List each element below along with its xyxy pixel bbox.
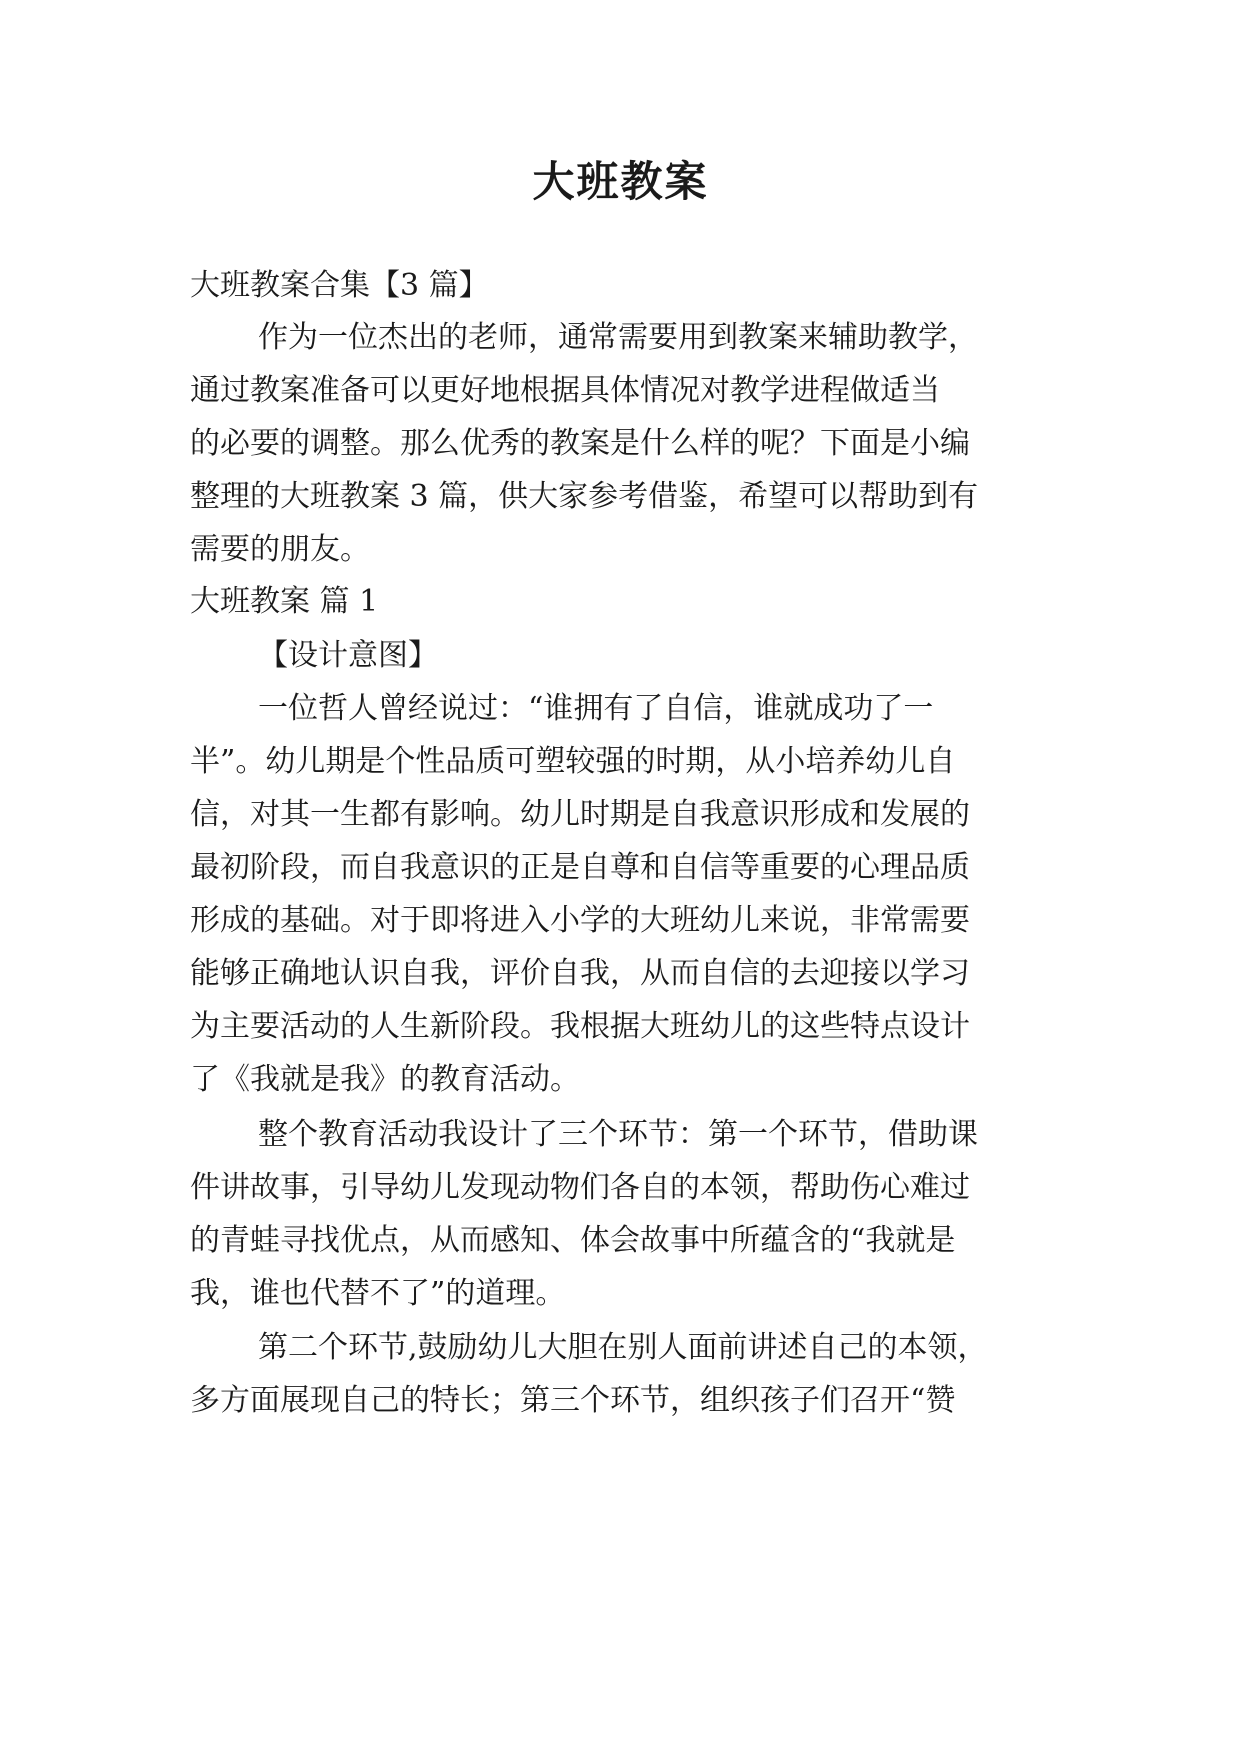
- intro-line: 整理的大班教案 3 篇，供大家参考借鉴，希望可以帮助到有: [190, 479, 979, 514]
- paragraph-line: 了《我就是我》的教育活动。: [190, 1062, 580, 1097]
- design-intent-heading: 【设计意图】: [258, 638, 438, 673]
- paragraph-line: 的青蛙寻找优点，从而感知、体会故事中所蕴含的“我就是: [190, 1223, 956, 1258]
- intro-line: 的必要的调整。那么优秀的教案是什么样的呢？下面是小编: [190, 426, 970, 461]
- paragraph-line: 整个教育活动我设计了三个环节：第一个环节，借助课: [258, 1117, 978, 1152]
- intro-line: 作为一位杰出的老师，通常需要用到教案来辅助教学，: [258, 320, 978, 355]
- paragraph-line: 最初阶段，而自我意识的正是自尊和自信等重要的心理品质: [190, 850, 970, 885]
- paragraph-line: 信，对其一生都有影响。幼儿时期是自我意识形成和发展的: [190, 797, 970, 832]
- paragraph-line: 多方面展现自己的特长；第三个环节，组织孩子们召开“赞: [190, 1383, 956, 1418]
- section-heading: 大班教案 篇 1: [190, 584, 379, 619]
- intro-line: 通过教案准备可以更好地根据具体情况对教学进程做适当: [190, 373, 940, 408]
- paragraph-line: 我，谁也代替不了”的道理。: [190, 1276, 566, 1311]
- paragraph-line: 能够正确地认识自我，评价自我，从而自信的去迎接以学习: [190, 956, 970, 991]
- paragraph-line: 为主要活动的人生新阶段。我根据大班幼儿的这些特点设计: [190, 1009, 970, 1044]
- intro-line: 需要的朋友。: [190, 532, 370, 567]
- paragraph-line: 件讲故事，引导幼儿发现动物们各自的本领，帮助伤心难过: [190, 1170, 970, 1205]
- paragraph-line: 第二个环节,鼓励幼儿大胆在别人面前讲述自己的本领，: [258, 1330, 988, 1365]
- paragraph-line: 形成的基础。对于即将进入小学的大班幼儿来说，非常需要: [190, 903, 970, 938]
- collection-heading: 大班教案合集【3 篇】: [190, 268, 489, 303]
- document-title: 大班教案: [532, 157, 709, 206]
- paragraph-line: 一位哲人曾经说过：“谁拥有了自信，谁就成功了一: [258, 691, 934, 726]
- paragraph-line: 半”。幼儿期是个性品质可塑较强的时期，从小培养幼儿自: [190, 744, 956, 779]
